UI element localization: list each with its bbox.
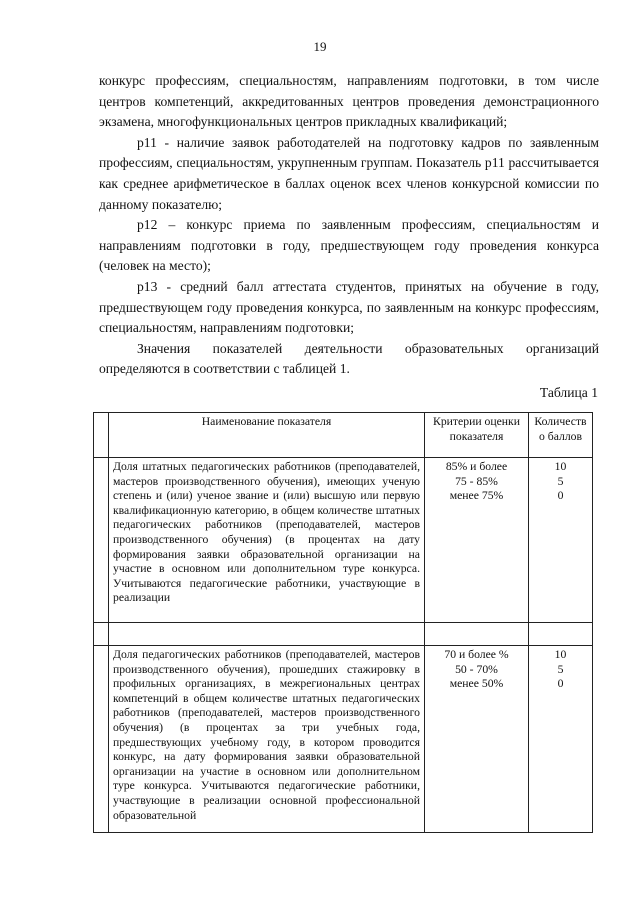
table-caption: Таблица 1 (539, 385, 598, 400)
body-text (99, 71, 599, 380)
paragraph-table-reference: Значения показателей деятельности образовательных организаций определяются в соответствии с таблицей 1. (99, 340, 599, 377)
criteria-line: 50 - 70% (455, 662, 498, 676)
indicator-name: Доля штатных педагогических работников (преподавателей, мастеров производственного обучения), имеющих ученую степень и (или) ученое звание и (или) высшую или первую квалификационную категорию, в общем количестве штатных педагогических работников (преподавателей, мастеров производственного обучения) (в процентах на дату формирования заявки образовательной организации на участие в основном или дополнительном туре конкурса. Учитываются педагогические работники, участвующие в реализации (109, 458, 425, 623)
indicator-criteria (425, 458, 529, 623)
header-indicator-name: Наименование показателя (109, 413, 425, 458)
table-row (94, 646, 593, 833)
score-line: 10 (554, 460, 567, 473)
score-line: 10 (554, 648, 567, 661)
header-score: Количеств о баллов (529, 413, 593, 458)
page-number: 19 (313, 39, 327, 54)
criteria-line: 70 и более % (444, 648, 509, 661)
criteria-line: 85% и более (445, 460, 508, 473)
paragraph-p13: p13 - средний балл аттестата студентов, принятых на обучение в году, предшествующем году проведения конкурса, по заявленным на конкурс профессиям, специальностям, направлениям подготовки; (99, 278, 599, 336)
paragraph-p12: p12 – конкурс приема по заявленным профессиям, специальностям и направлениям подготовки в году, предшествующем году проведения конкурса (человек на место); (99, 217, 599, 274)
score-line: 0 (557, 489, 564, 503)
row-number (94, 458, 109, 623)
score-line: 5 (557, 662, 564, 676)
indicator-scores (529, 458, 593, 623)
indicators-table (93, 412, 593, 833)
indicator-criteria (425, 646, 529, 833)
paragraph-continuation: конкурс профессиям, специальностям, направлениям подготовки, в том числе центров компетенций, аккредитованных центров проведения демонстрационного экзамена, многофункциональных центров прикладных квалификаций; (99, 73, 599, 130)
indicator-scores (529, 646, 593, 833)
paragraph-p11: p11 - наличие заявок работодателей на подготовку кадров по заявленным профессиям, специальностям, укрупненным группам. Показатель p11 рассчитывается как среднее арифметическое в баллах оценок всех членов конкурсной комиссии по данному показателю; (99, 134, 599, 212)
criteria-line: менее 75% (449, 489, 504, 503)
row-number (94, 646, 109, 833)
header-criteria: Критерии оценки показателя (425, 413, 529, 458)
table-gap-row (94, 623, 593, 646)
criteria-line: 75 - 85% (455, 474, 498, 488)
header-number (94, 413, 109, 458)
score-line: 5 (557, 474, 564, 488)
criteria-line: менее 50% (449, 677, 504, 691)
indicator-name: Доля педагогических работников (преподавателей, мастеров производственного обучения), прошедших стажировку в профильных организациях, в межрегиональных центрах компетенций в общем количестве штатных педагогических работников (преподавателей, мастеров производственного обучения) (в процентах за три учебных года, предшествующих учебному году, в котором проводится конкурс, на дату формирования заявки образовательной организации на участие в основном или дополнительном туре конкурса. Учитываются педагогические работники, участвующие в реализации основной профессиональной образовательной (109, 646, 425, 833)
table-header-row (94, 413, 593, 458)
score-line: 0 (557, 677, 564, 691)
table-row (94, 458, 593, 623)
